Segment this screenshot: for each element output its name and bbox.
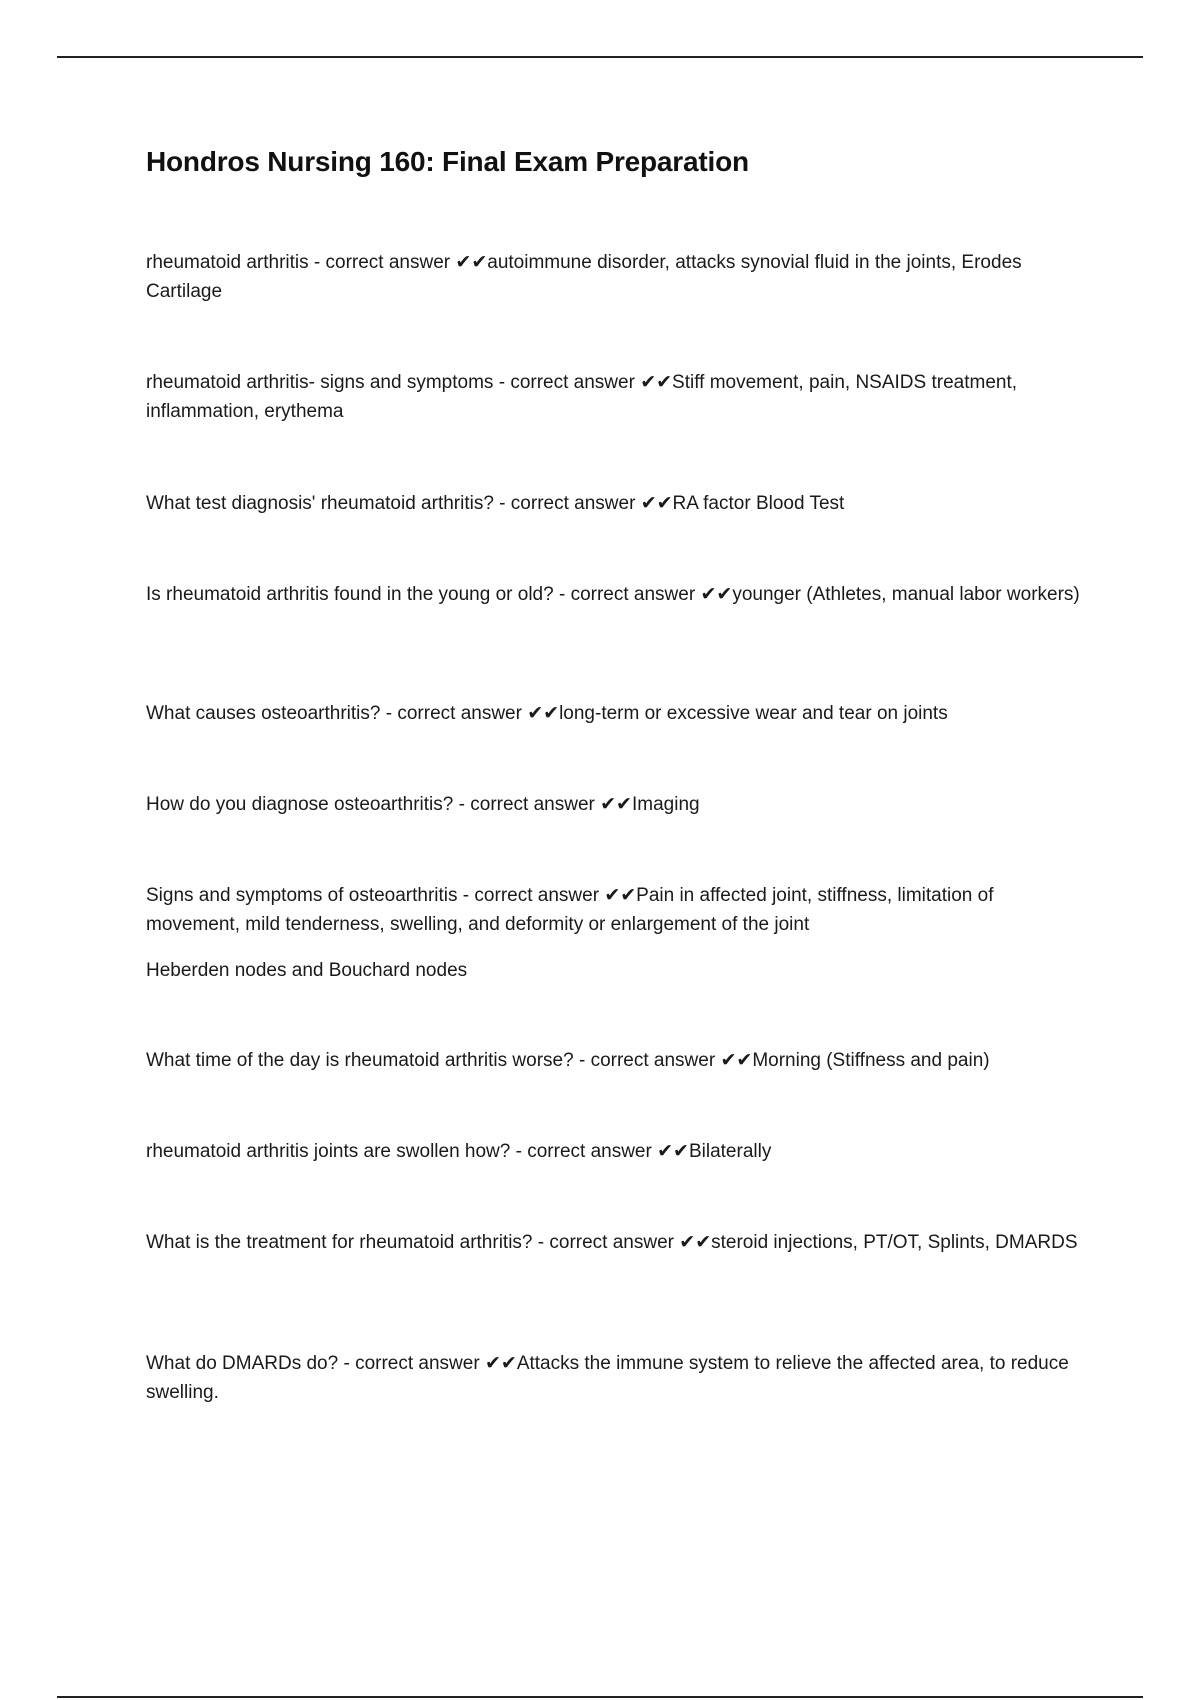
document-title: Hondros Nursing 160: Final Exam Preparation xyxy=(146,146,749,177)
qa-answer: younger (Athletes, manual labor workers) xyxy=(732,584,1080,605)
qa-answer: Bilaterally xyxy=(688,1141,772,1162)
qa-question: What is the treatment for rheumatoid arthritis? xyxy=(146,1232,533,1253)
header-rule xyxy=(57,56,1143,58)
qa-answer: Imaging xyxy=(631,794,700,815)
qa-item: What causes osteoarthritis? - correct answer ✔✔long-term or excessive wear and tear on joints xyxy=(146,703,948,724)
double-check-icon: ✔✔ xyxy=(657,1141,689,1162)
qa-item: rheumatoid arthritis- signs and symptoms - correct answer ✔✔Stiff movement, pain, NSAIDS treatment, inflammation, erythema xyxy=(146,372,1018,422)
double-check-icon: ✔✔ xyxy=(640,372,673,393)
qa-question: What time of the day is rheumatoid arthritis worse? xyxy=(146,1050,574,1071)
double-check-icon: ✔✔ xyxy=(527,703,560,724)
qa-answer: Attacks the immune system to relieve the affected area, to reduce swelling. xyxy=(146,1353,1069,1403)
qa-question: Is rheumatoid arthritis found in the young or old? xyxy=(146,584,554,605)
qa-answer-label: correct answer xyxy=(397,703,522,724)
double-check-icon: ✔✔ xyxy=(455,252,488,273)
qa-answer: steroid injections, PT/OT, Splints, DMARDS xyxy=(711,1232,1078,1253)
double-check-icon: ✔✔ xyxy=(640,493,673,514)
qa-item: How do you diagnose osteoarthritis? - correct answer ✔✔Imaging xyxy=(146,794,700,815)
double-check-icon: ✔✔ xyxy=(720,1050,753,1071)
qa-answer-label: correct answer xyxy=(510,372,635,393)
qa-question: rheumatoid arthritis- signs and symptoms xyxy=(146,372,494,393)
qa-question: rheumatoid arthritis joints are swollen how? xyxy=(146,1141,511,1162)
qa-item: What do DMARDs do? - correct answer ✔✔Attacks the immune system to relieve the affected area, to reduce swelling. xyxy=(146,1353,1069,1403)
qa-answer-label: correct answer xyxy=(510,493,636,514)
qa-item: What time of the day is rheumatoid arthritis worse? - correct answer ✔✔Morning (Stiffness and pain) xyxy=(146,1050,990,1071)
qa-answer-continuation: Heberden nodes and Bouchard nodes xyxy=(146,960,468,981)
qa-answer-label: correct answer xyxy=(474,885,600,906)
qa-item: rheumatoid arthritis - correct answer ✔✔autoimmune disorder, attacks synovial fluid in the joints, Erodes Cartilage xyxy=(146,252,1022,302)
qa-answer-label: correct answer xyxy=(470,794,595,815)
qa-answer: autoimmune disorder, attacks synovial fluid in the joints, Erodes Cartilage xyxy=(146,252,1022,302)
qa-item: Is rheumatoid arthritis found in the young or old? - correct answer ✔✔younger (Athletes, manual labor workers) xyxy=(146,584,1080,605)
qa-answer: Stiff movement, pain, NSAIDS treatment, inflammation, erythema xyxy=(146,372,1018,422)
double-check-icon: ✔✔ xyxy=(604,885,637,906)
qa-answer-label: correct answer xyxy=(590,1050,716,1071)
qa-answer: long-term or excessive wear and tear on joints xyxy=(559,703,948,724)
double-check-icon: ✔✔ xyxy=(700,584,733,605)
qa-answer: Pain in affected joint, stiffness, limitation of movement, mild tenderness, swelling, and deformity or enlargement of the joint xyxy=(146,885,994,935)
qa-item: rheumatoid arthritis joints are swollen how? - correct answer ✔✔Bilaterally xyxy=(146,1141,772,1162)
qa-question: rheumatoid arthritis xyxy=(146,252,309,273)
qa-answer-label: correct answer xyxy=(549,1232,674,1253)
qa-question: What do DMARDs do? xyxy=(146,1353,339,1374)
qa-item: Signs and symptoms of osteoarthritis - correct answer ✔✔Pain in affected joint, stiffness, limitation of movement, mild tenderness, swelling, and deformity or enlargement of the joint xyxy=(146,885,994,935)
qa-item: What test diagnosis' rheumatoid arthritis? - correct answer ✔✔RA factor Blood Test xyxy=(146,493,845,514)
double-check-icon: ✔✔ xyxy=(600,794,632,815)
footer-rule xyxy=(57,1696,1143,1698)
qa-item: What is the treatment for rheumatoid arthritis? - correct answer ✔✔steroid injections, PT/OT, Splints, DMARDS xyxy=(146,1232,1078,1253)
double-check-icon: ✔✔ xyxy=(679,1232,712,1253)
qa-question: How do you diagnose osteoarthritis? xyxy=(146,794,454,815)
qa-answer-label: correct answer xyxy=(355,1353,480,1374)
qa-answer-label: correct answer xyxy=(325,252,451,273)
double-check-icon: ✔✔ xyxy=(484,1353,517,1374)
qa-answer-label: correct answer xyxy=(527,1141,652,1162)
qa-question: What test diagnosis' rheumatoid arthritis? xyxy=(146,493,494,514)
qa-question: What causes osteoarthritis? xyxy=(146,703,381,724)
qa-question: Signs and symptoms of osteoarthritis xyxy=(146,885,458,906)
qa-answer-label: correct answer xyxy=(570,584,696,605)
qa-answer: RA factor Blood Test xyxy=(672,493,845,514)
qa-answer: Morning (Stiffness and pain) xyxy=(752,1050,990,1071)
